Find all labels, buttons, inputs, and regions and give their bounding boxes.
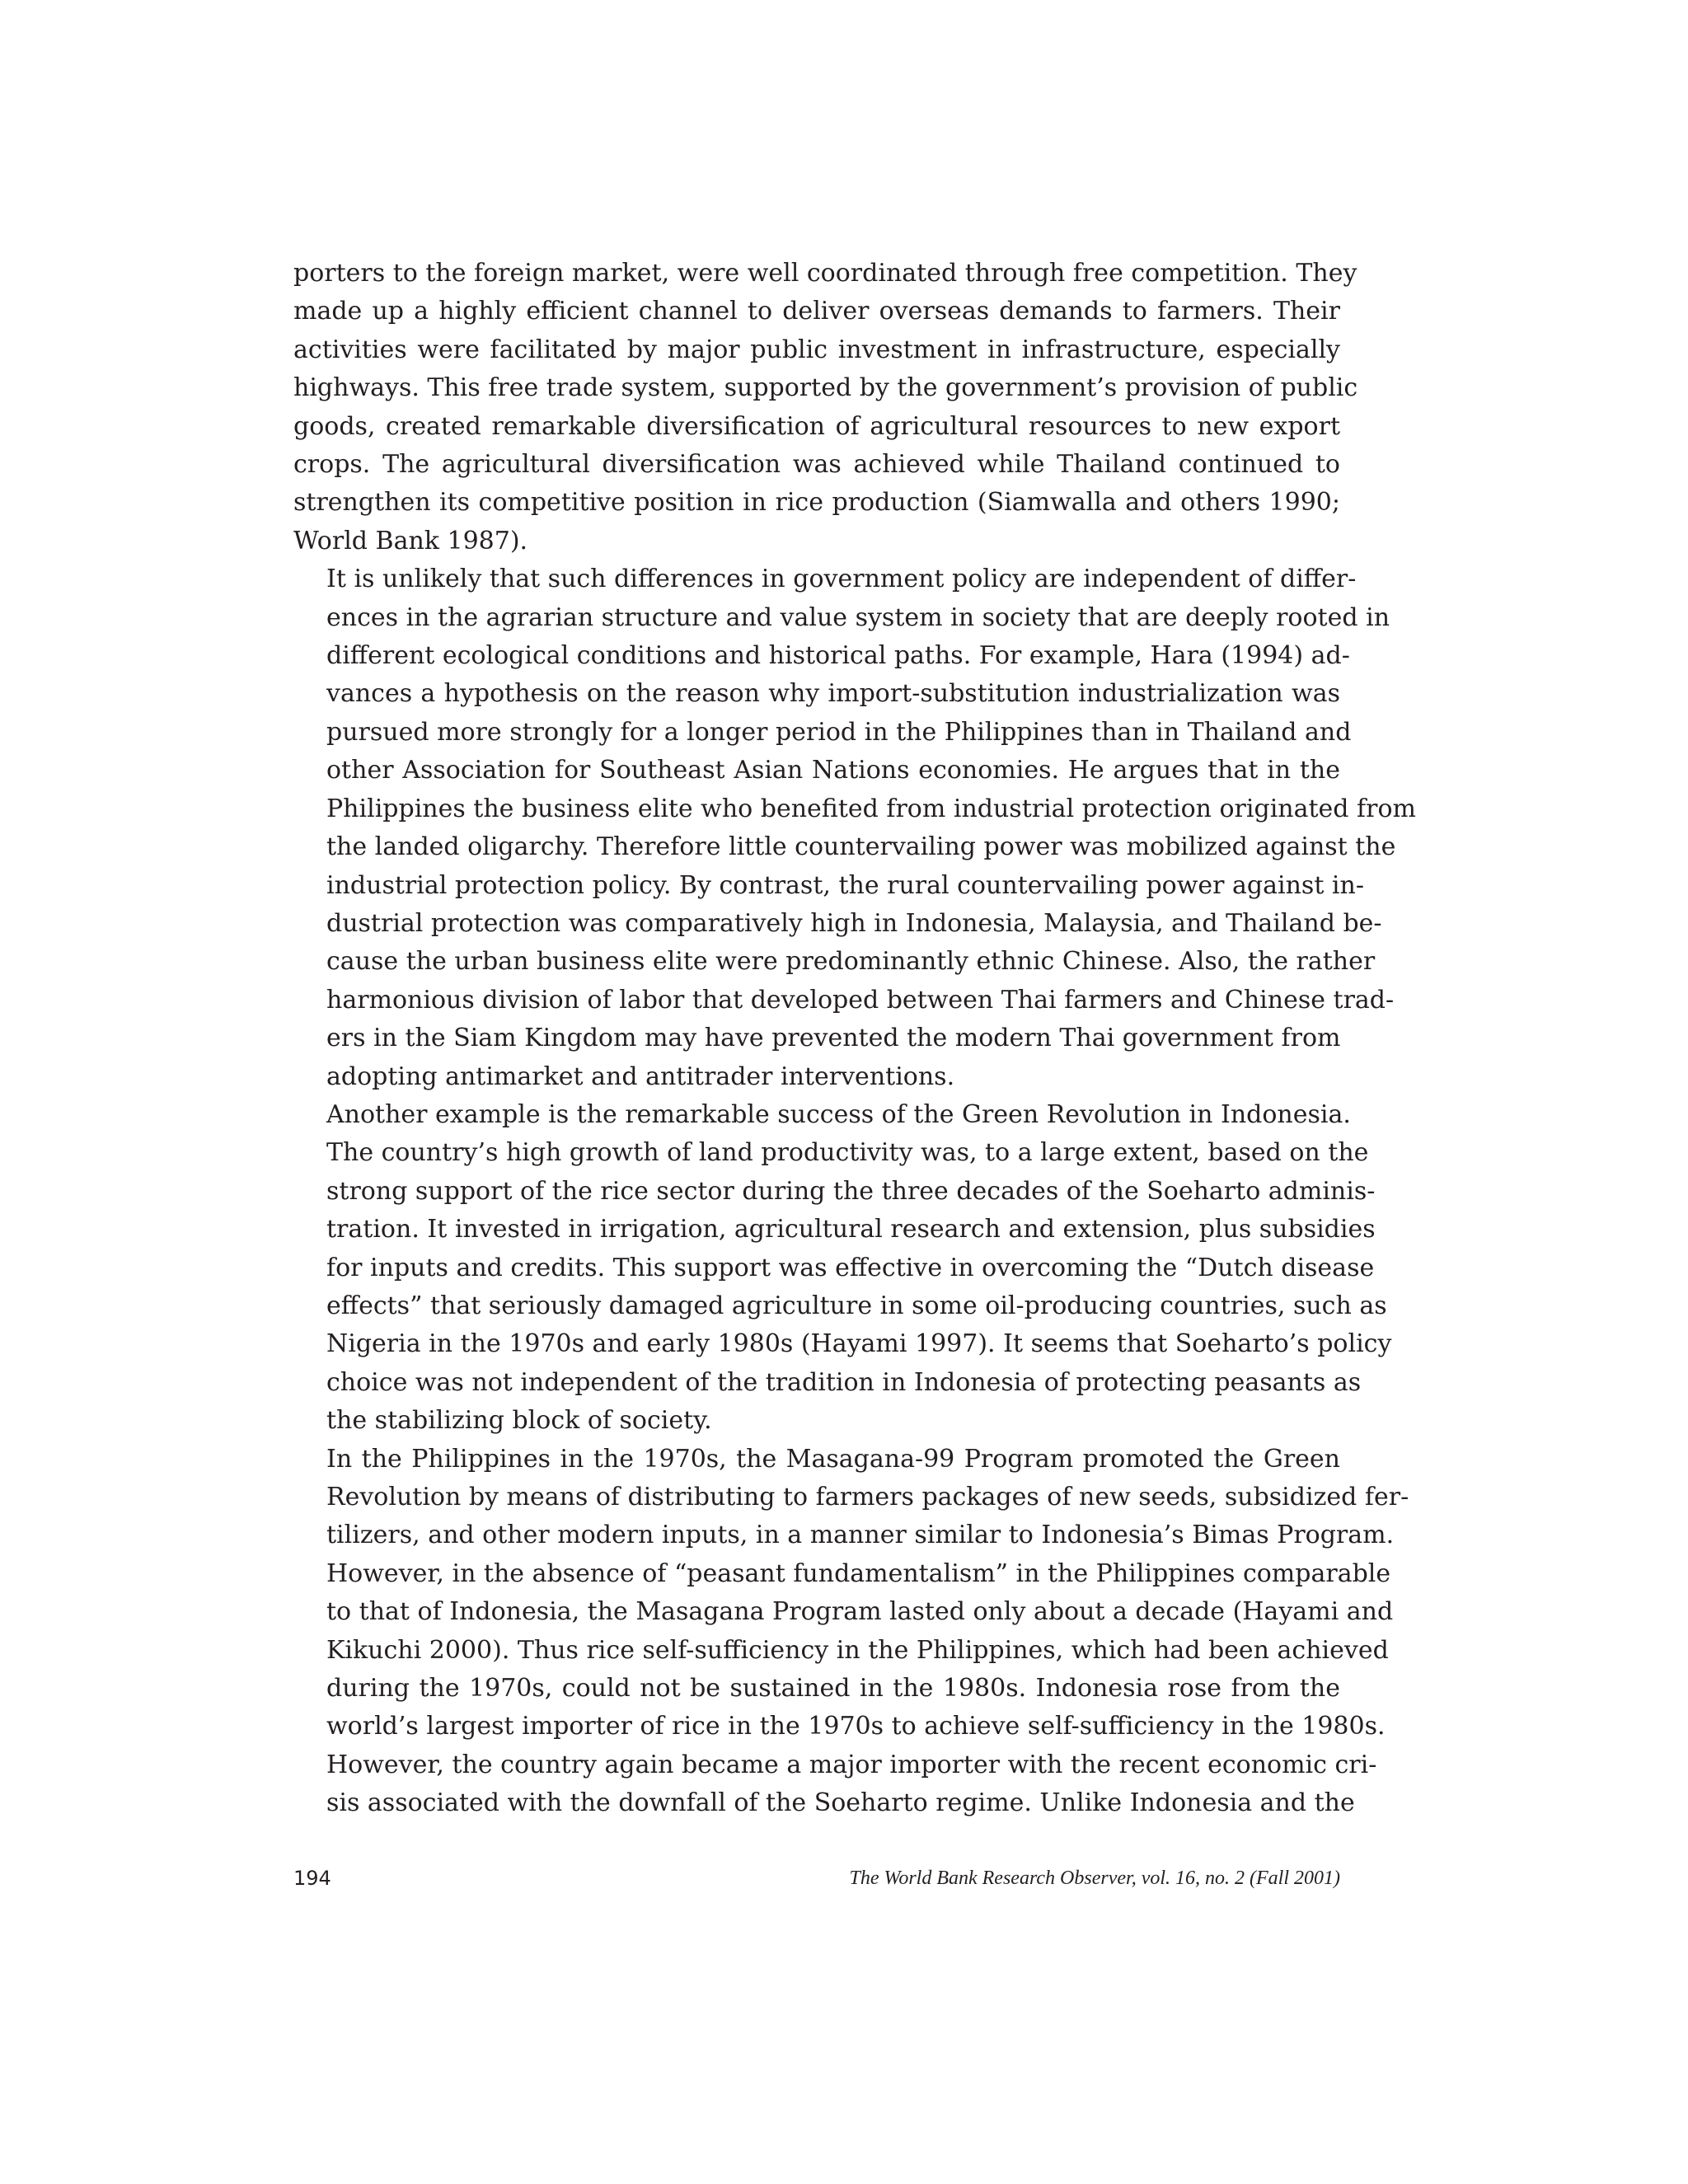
text-line: tilizers, and other modern inputs, in a manner similar to Indonesia’s Bimas Program. [326, 1521, 1395, 1550]
text-line: World Bank 1987). [293, 526, 528, 555]
text-line: adopting antimarket and antitrader interventions. [326, 1062, 955, 1091]
text-line: sis associated with the downfall of the Soeharto regime. Unlike Indonesia and the [326, 1788, 1355, 1818]
text-line: the landed oligarchy. Therefore little countervailing power was mobilized against the [326, 832, 1396, 862]
text-line: cause the urban business elite were predominantly ethnic Chinese. Also, the rather [326, 947, 1376, 977]
text-line: industrial protection policy. By contrast, the rural countervailing power against in- [326, 870, 1364, 900]
text-line: crops. The agricultural diversification was achieved while Thailand continued to [293, 450, 1340, 480]
paragraph-4 [293, 1441, 1409, 1823]
text-line: porters to the foreign market, were well coordinated through free competition. They [293, 259, 1357, 288]
text-line: to that of Indonesia, the Masagana Program lasted only about a decade (Hayami and [326, 1597, 1394, 1627]
text-line: Another example is the remarkable success of the Green Revolution in Indonesia. [326, 1099, 1351, 1129]
text-line: activities were facilitated by major public investment in infrastructure, especially [293, 335, 1340, 364]
text-line: strong support of the rice sector during the three decades of the Soeharto adminis- [326, 1176, 1376, 1206]
text-line: world’s largest importer of rice in the 1970s to achieve self-sufficiency in the 1980s. [326, 1712, 1386, 1741]
text-line: The country’s high growth of land productivity was, to a large extent, based on the [326, 1138, 1369, 1168]
text-line: made up a highly efficient channel to deliver overseas demands to farmers. Their [293, 297, 1340, 326]
text-line: In the Philippines in the 1970s, the Masagana-99 Program promoted the Green [326, 1444, 1340, 1474]
text-line: strengthen its competitive position in rice production (Siamwalla and others 1990; [293, 488, 1340, 518]
text-line: Revolution by means of distributing to farmers packages of new seeds, subsidized fer- [326, 1483, 1409, 1511]
text-line: However, in the absence of “peasant fundamentalism” in the Philippines comparable [326, 1558, 1391, 1588]
text-line: dustrial protection was comparatively high in Indonesia, Malaysia, and Thailand be- [326, 908, 1382, 938]
page-number: 194 [293, 1867, 331, 1890]
text-line: However, the country again became a major importer with the recent economic cri- [326, 1750, 1377, 1779]
text-line: It is unlikely that such differences in government policy are independent of differ- [326, 565, 1357, 594]
text-line: ences in the agrarian structure and value system in society that are deeply rooted in [326, 602, 1390, 632]
paragraph-2 [293, 560, 1416, 1096]
paragraph-3 [293, 1096, 1392, 1441]
text-line: the stabilizing block of society. [326, 1406, 712, 1436]
text-line: pursued more strongly for a longer period in the Philippines than in Thailand and [326, 717, 1352, 747]
text-line: effects” that seriously damaged agriculture in some oil-producing countries, such as [326, 1291, 1387, 1320]
text-line: harmonious division of labor that developed between Thai farmers and Chinese trad- [326, 985, 1395, 1015]
paragraph-1 [293, 255, 1358, 560]
journal-citation: The World Bank Research Observer, vol. 16, no. 2 (Fall 2001) [849, 1868, 1340, 1889]
text-line: during the 1970s, could not be sustained in the 1980s. Indonesia rose from the [326, 1674, 1340, 1704]
text-line: tration. It invested in irrigation, agricultural research and extension, plus subsidies [326, 1215, 1376, 1244]
text-line: choice was not independent of the tradition in Indonesia of protecting peasants as [326, 1367, 1362, 1397]
text-line: Nigeria in the 1970s and early 1980s (Hayami 1997). It seems that Soeharto’s policy [326, 1329, 1392, 1359]
text-line: Kikuchi 2000). Thus rice self-sufficiency in the Philippines, which had been achieved [326, 1635, 1389, 1665]
text-line: different ecological conditions and historical paths. For example, Hara (1994) ad- [326, 641, 1350, 671]
text-line: ers in the Siam Kingdom may have prevented the modern Thai government from [326, 1024, 1341, 1053]
text-line: goods, created remarkable diversification of agricultural resources to new export [293, 411, 1340, 441]
text-line: for inputs and credits. This support was effective in overcoming the “Dutch disease [326, 1253, 1375, 1282]
text-line: vances a hypothesis on the reason why import-substitution industrialization was [326, 679, 1340, 709]
text-line: Philippines the business elite who benefited from industrial protection originated from [326, 794, 1416, 823]
text-line: other Association for Southeast Asian Nations economies. He argues that in the [326, 756, 1340, 785]
body-text [293, 255, 1416, 1823]
text-line: highways. This free trade system, supported by the government’s provision of public [293, 373, 1358, 403]
